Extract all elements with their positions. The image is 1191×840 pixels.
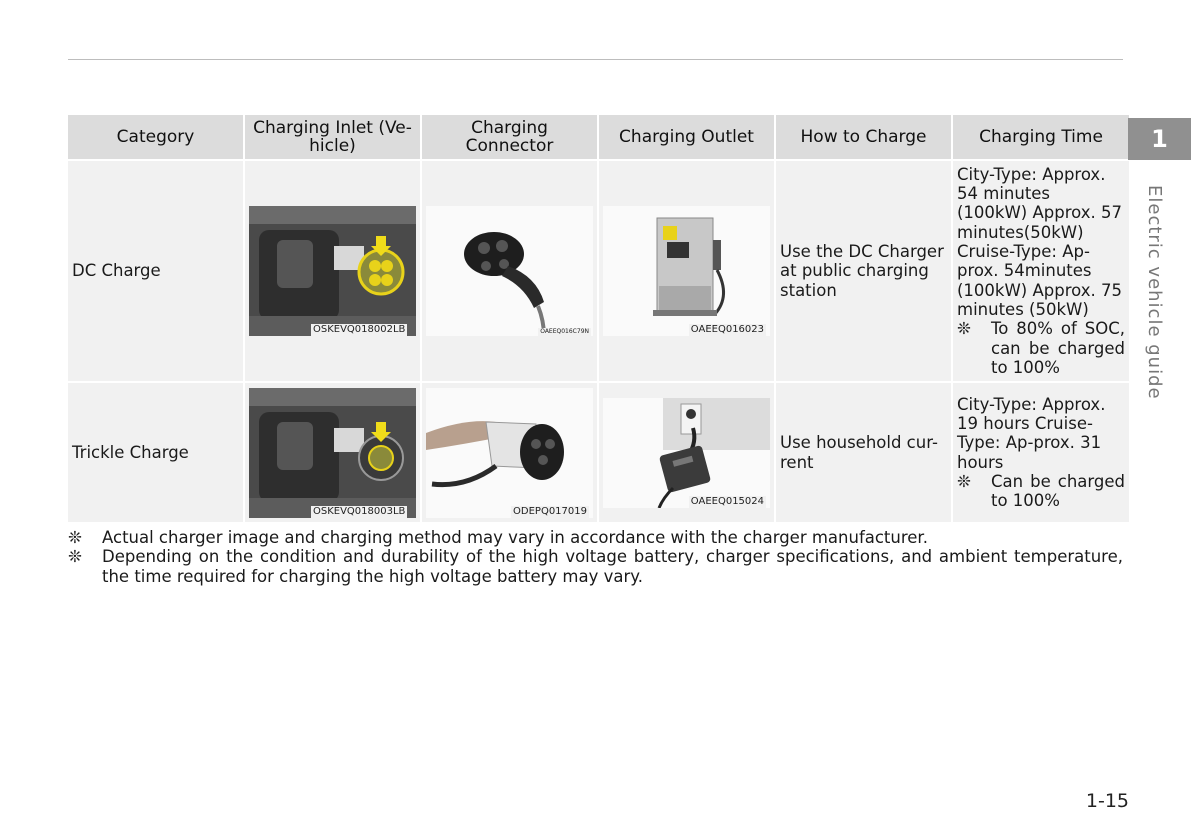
- chapter-tab: 1: [1128, 118, 1191, 160]
- row-charging-time: [953, 383, 1129, 522]
- note-text: Can be charged to 100%: [991, 471, 1125, 511]
- footnote-text: Depending on the condition and durability of the high voltage battery, charger specifications, and ambient temperature, the time required for charging the high voltage battery may vary.: [102, 547, 1123, 586]
- charging-outlet-photo: [603, 206, 770, 336]
- charging-time-text: City-Type: Approx. 54 minutes (100kW) Approx. 57 minutes(50kW) Cruise-Type: Ap-prox. 54minutes (100kW) Approx. 75 minutes (50kW): [957, 164, 1122, 319]
- row-charging-time: [953, 161, 1129, 381]
- connector-image-code: OAEEQ016C79N: [540, 328, 589, 335]
- header-how-to-charge: How to Charge: [776, 115, 951, 159]
- footnote-item: [68, 528, 1123, 547]
- row-category: Trickle Charge: [68, 383, 243, 522]
- connector-image-cell: [422, 383, 597, 522]
- connector-image-code: ODEPQ017019: [513, 505, 587, 517]
- header-charging-inlet: Charging Inlet (Ve-hicle): [245, 115, 420, 159]
- footnotes: [68, 528, 1123, 586]
- header-charging-time: Charging Time: [953, 115, 1129, 159]
- note-mark: ❊: [957, 319, 971, 339]
- table-header-row: [68, 115, 1129, 159]
- charging-outlet-photo: [603, 398, 770, 508]
- table-row-trickle-charge: [68, 383, 1129, 522]
- footnote-text: Actual charger image and charging method may vary in accordance with the charger manufacturer.: [102, 528, 928, 547]
- inlet-image-code: OSKEVQ018002LB: [313, 324, 406, 335]
- outlet-image-cell: [599, 161, 774, 381]
- header-charging-outlet: Charging Outlet: [599, 115, 774, 159]
- inlet-image-code: OSKEVQ018003LB: [313, 505, 406, 517]
- charging-spec-table: [66, 113, 1131, 524]
- outlet-image-cell: [599, 383, 774, 522]
- header-category: Category: [68, 115, 243, 159]
- note-mark: ❊: [957, 471, 971, 491]
- footnote-mark: ❊: [68, 547, 82, 567]
- note-text: To 80% of SOC, can be charged to 100%: [991, 319, 1125, 377]
- footnote-item: [68, 547, 1123, 586]
- outlet-image-code: OAEEQ016023: [690, 324, 764, 335]
- row-how-to-charge: Use household cur-rent: [776, 383, 951, 522]
- page-number: 1-15: [1085, 790, 1129, 812]
- charging-inlet-photo: [249, 388, 416, 518]
- top-rule: [68, 59, 1123, 60]
- row-category: DC Charge: [68, 161, 243, 381]
- charging-note: [957, 472, 1125, 511]
- outlet-image-code: OAEEQ015024: [690, 495, 764, 507]
- header-charging-connector: Charging Connector: [422, 115, 597, 159]
- inlet-image-cell: [245, 383, 420, 522]
- inlet-image-cell: [245, 161, 420, 381]
- connector-image-cell: [422, 161, 597, 381]
- chapter-side-title: Electric vehicle guide: [1144, 185, 1165, 400]
- charging-time-text: City-Type: Approx. 19 hours Cruise-Type: Ap-prox. 31 hours: [957, 394, 1106, 472]
- row-how-to-charge: Use the DC Charger at public charging station: [776, 161, 951, 381]
- charging-inlet-photo: [249, 206, 416, 336]
- charging-connector-photo: [426, 388, 593, 518]
- table-row-dc-charge: [68, 161, 1129, 381]
- charging-note: [957, 319, 1125, 377]
- charging-connector-photo: [426, 206, 593, 336]
- footnote-mark: ❊: [68, 528, 82, 547]
